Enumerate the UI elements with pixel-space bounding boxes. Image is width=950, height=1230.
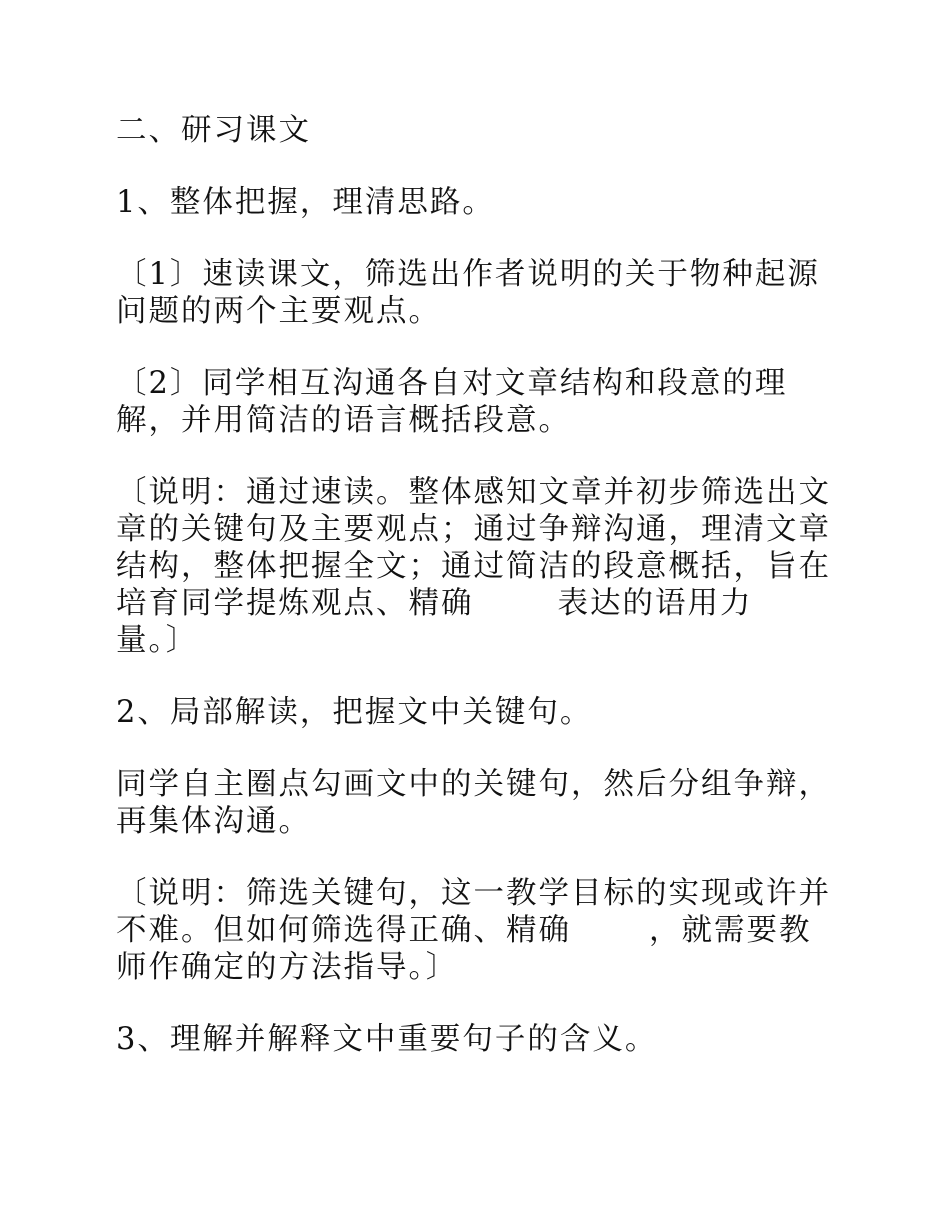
note1-line4-part-b: 表达的语用力 (557, 586, 753, 621)
note1-line5: 量。〕 (116, 623, 199, 658)
section2-title-text: 2、局部解读，把握文中关键句。 (116, 695, 593, 730)
note2-line2 (116, 912, 834, 949)
para2-line1: 同学自主圈点勾画文中的关键句，然后分组争辩， (116, 767, 831, 802)
heading-text: 二、研习课文 (116, 113, 311, 148)
item1-line1: 〔1〕速读课文，筛选出作者说明的关于物种起源 (116, 257, 820, 292)
section3-title-text: 3、理解并解释文中重要句子的含义。 (116, 1022, 658, 1057)
section1-title (116, 184, 834, 221)
note2-line1: 〔说明：筛选关键句，这一教学目标的实现或许并 (116, 876, 831, 911)
section3-title (116, 1021, 834, 1058)
item2-paragraph (116, 365, 834, 439)
note2-line2-part-a: 不难。但如何筛选得正确、精确 (116, 913, 571, 948)
para2-line2: 再集体沟通。 (116, 804, 311, 839)
section1-title-text: 1、整体把握，理清思路。 (116, 185, 495, 220)
note1-line4 (116, 585, 834, 622)
item1-paragraph (116, 256, 834, 330)
section-heading (116, 112, 834, 149)
note1-line2: 章的关键句及主要观点；通过争辩沟通，理清文章 (116, 512, 831, 547)
para2-paragraph (116, 766, 834, 840)
item2-line2: 解，并用简洁的语言概括段意。 (116, 403, 571, 438)
note2-line3: 师作确定的方法指导。〕 (116, 950, 459, 985)
item2-line1: 〔2〕同学相互沟通各自对文章结构和段意的理 (116, 366, 788, 401)
note2-paragraph (116, 875, 834, 986)
document-page (116, 112, 834, 1093)
note1-line1: 〔说明：通过速读。整体感知文章并初步筛选出文 (116, 475, 831, 510)
note1-line4-part-a: 培育同学提炼观点、精确 (116, 586, 474, 621)
note1-paragraph (116, 474, 834, 659)
note2-line2-part-b: ，就需要教 (649, 913, 812, 948)
item1-line2: 问题的两个主要观点。 (116, 294, 441, 329)
note1-line3: 结构，整体把握全文；通过简洁的段意概括，旨在 (116, 549, 831, 584)
section2-title (116, 694, 834, 731)
